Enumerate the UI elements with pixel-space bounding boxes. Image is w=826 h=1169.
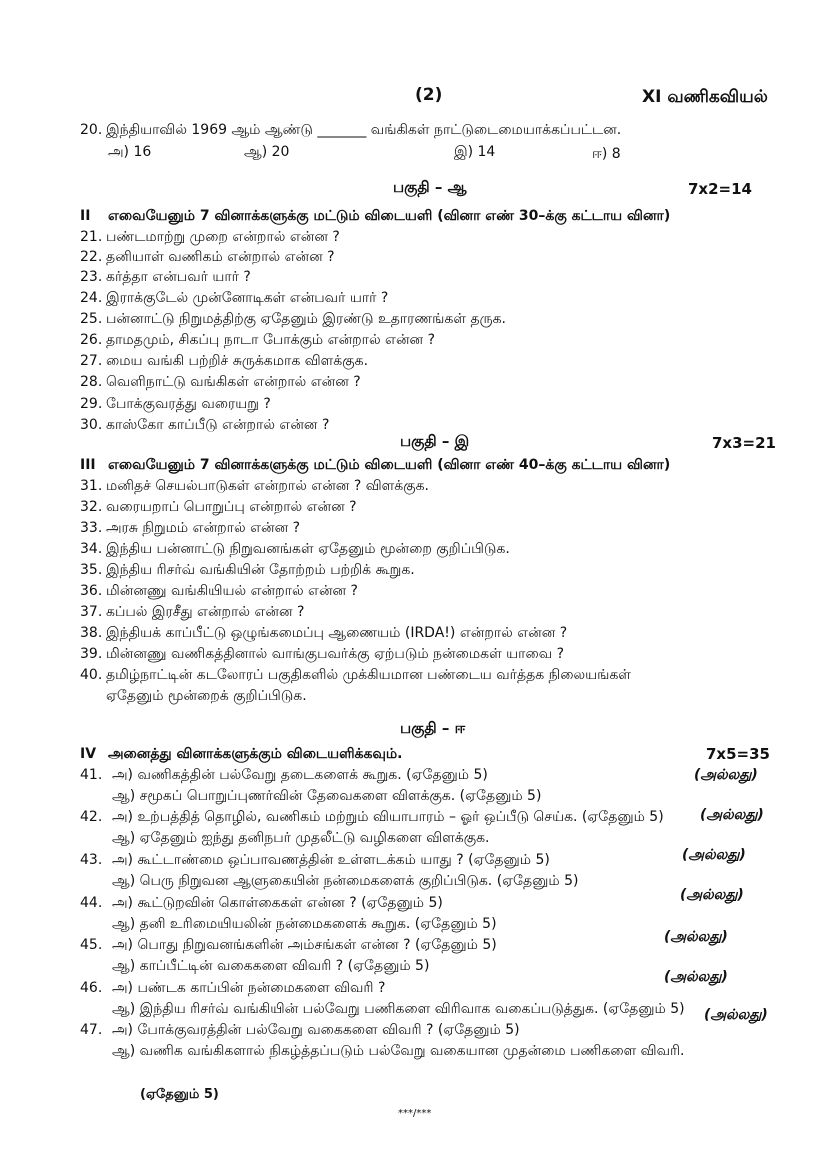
section-instruction: அனைத்து வினாக்களுக்கும் விடையளிக்கவும். — [108, 746, 403, 762]
question-text: போக்குவரத்து வரையறு ? — [106, 396, 271, 412]
option-c: இ) 14 — [454, 144, 496, 160]
option-a: அ) 16 — [108, 144, 152, 160]
question-number: 21. — [80, 229, 103, 245]
question-number: 29. — [80, 396, 103, 412]
question-number: 33. — [80, 520, 103, 536]
question-text: மனிதச் செயல்பாடுகள் என்றால் என்ன ? விளக்குக. — [106, 478, 429, 494]
question-text: இந்தியக் காப்பீட்டு ஒழுங்கமைப்பு ஆணையம் (IRDA!) என்றால் என்ன ? — [106, 625, 568, 641]
question-number: 23. — [80, 269, 103, 285]
footnote: (ஏதேனும் 5) — [140, 1087, 219, 1102]
question-text: மின்னணு வங்கியியல் என்றால் என்ன ? — [106, 583, 358, 599]
question-option-b: ஆ) சமூகப் பொறுப்புணர்வின் தேவைகளை விளக்குக. (ஏதேனும் 5) — [112, 788, 542, 804]
question-text: தாமதமும், சிகப்பு நாடா போக்கும் என்றால் என்ன ? — [106, 332, 436, 348]
question-number: 38. — [80, 625, 103, 641]
question-text: பன்னாட்டு நிறுமத்திற்கு ஏதேனும் இரண்டு உதாரணங்கள் தருக. — [106, 311, 506, 327]
section-numeral: IV — [80, 746, 97, 762]
question-option-b: ஆ) பெரு நிறுவன ஆளுகையின் நன்மைகளைக் குறிப்பிடுக. (ஏதேனும் 5) — [112, 873, 579, 889]
question-option-b: ஆ) ஏதேனும் ஐந்து தனிநபர் முதலீட்டு வழிகளை விளக்குக. — [112, 830, 490, 846]
question-option-b: ஆ) காப்பீட்டின் வகைகளை விவரி ? (ஏதேனும் 5) — [112, 958, 430, 974]
question-text: இராக்குடேல் முன்னோடிகள் என்பவர் யார் ? — [106, 290, 389, 306]
question-number: 44. — [80, 895, 103, 911]
question-text: தமிழ்நாட்டின் கடலோரப் பகுதிகளில் முக்கியமான பண்டைய வர்த்தக நிலையங்கள் — [106, 667, 631, 683]
question-number: 35. — [80, 562, 103, 578]
or-label: (அல்லது) — [682, 847, 746, 863]
section-marks: 7x5=35 — [706, 745, 770, 763]
question-text: இந்திய பன்னாட்டு நிறுவனங்கள் ஏதேனும் மூன்றை குறிப்பிடுக. — [106, 541, 510, 557]
question-text: கர்த்தா என்பவர் யார் ? — [106, 269, 251, 285]
question-number: 31. — [80, 478, 103, 494]
section-title: பகுதி – ஆ — [393, 178, 467, 196]
question-option-b: ஆ) தனி உரிமையியலின் நன்மைகளைக் கூறுக. (ஏதேனும் 5) — [112, 916, 497, 932]
section-instruction: எவையேனும் 7 வினாக்களுக்கு மட்டும் விடையளி (வினா எண் 40–க்கு கட்டாய வினா) — [108, 457, 671, 473]
question-number: 30. — [80, 417, 103, 433]
question-text: மின்னணு வணிகத்தினால் வாங்குபவர்க்கு ஏற்படும் நன்மைகள் யாவை ? — [106, 646, 565, 662]
question-option-a: அ) பொது நிறுவனங்களின் அம்சங்கள் என்ன ? (ஏதேனும் 5) — [112, 937, 497, 953]
continue-mark: ***/*** — [398, 1108, 432, 1119]
section-numeral: III — [80, 457, 96, 473]
option-b: ஆ) 20 — [244, 144, 290, 160]
or-label: (அல்லது) — [664, 929, 728, 945]
question-number: 47. — [80, 1022, 103, 1038]
question-text: மைய வங்கி பற்றிச் சுருக்கமாக விளக்குக. — [106, 353, 369, 369]
question-number: 25. — [80, 311, 103, 327]
question-number: 24. — [80, 290, 103, 306]
question-text: வரையறாப் பொறுப்பு என்றால் என்ன ? — [106, 499, 357, 515]
question-number: 46. — [80, 980, 103, 996]
question-text: கப்பல் இரசீது என்றால் என்ன ? — [106, 604, 305, 620]
or-label: (அல்லது) — [664, 969, 728, 985]
question-option-b: ஆ) வணிக வங்கிகளால் நிகழ்த்தப்படும் பல்வேறு வகையான முதன்மை பணிகளை விவரி. — [112, 1043, 685, 1059]
question-text: பண்டமாற்று முறை என்றால் என்ன ? — [106, 229, 340, 245]
or-label: (அல்லது) — [680, 887, 744, 903]
subject-title: XI வணிகவியல் — [642, 87, 768, 107]
section-marks: 7x2=14 — [688, 180, 752, 198]
question-option-a: அ) பண்டக காப்பின் நன்மைகளை விவரி ? — [112, 980, 386, 996]
question-text-continued: ஏதேனும் மூன்றைக் குறிப்பிடுக. — [106, 688, 307, 704]
question-number: 34. — [80, 541, 103, 557]
question-text: இந்திய ரிசர்வ் வங்கியின் தோற்றம் பற்றிக் கூறுக. — [106, 562, 415, 578]
question-option-a: அ) கூட்டாண்மை ஒப்பாவணத்தின் உள்ளடக்கம் யாது ? (ஏதேனும் 5) — [112, 852, 550, 868]
question-option-a: அ) வணிகத்தின் பல்வேறு தடைகளைக் கூறுக. (ஏதேனும் 5) — [112, 767, 488, 783]
question-text: வெளிநாட்டு வங்கிகள் என்றால் என்ன ? — [106, 374, 361, 390]
or-label: (அல்லது) — [694, 767, 758, 783]
question-number: 40. — [80, 667, 103, 683]
question-number: 27. — [80, 353, 103, 369]
section-title: பகுதி – ஈ — [400, 719, 466, 737]
question-number: 37. — [80, 604, 103, 620]
section-marks: 7x3=21 — [712, 434, 776, 452]
question-text: இந்தியாவில் 1969 ஆம் ஆண்டு _______ வங்கிகள் நாட்டுடைமையாக்கப்பட்டன. — [106, 122, 622, 138]
or-label: (அல்லது) — [700, 807, 764, 823]
question-number: 39. — [80, 646, 103, 662]
section-instruction: எவையேனும் 7 வினாக்களுக்கு மட்டும் விடையளி (வினா எண் 30–க்கு கட்டாய வினா) — [108, 208, 671, 224]
question-number: 20. — [80, 122, 103, 138]
question-number: 43. — [80, 852, 103, 868]
question-option-a: அ) கூட்டுறவின் கொள்கைகள் என்ன ? (ஏதேனும் 5) — [112, 895, 443, 911]
question-number: 32. — [80, 499, 103, 515]
question-option-a: அ) போக்குவரத்தின் பல்வேறு வகைகளை விவரி ? (ஏதேனும் 5) — [112, 1022, 520, 1038]
question-number: 45. — [80, 937, 103, 953]
page-number: (2) — [415, 85, 443, 105]
section-title: பகுதி – இ — [400, 432, 470, 450]
question-number: 28. — [80, 374, 103, 390]
question-text: தனியாள் வணிகம் என்றால் என்ன ? — [106, 249, 335, 265]
or-label: (அல்லது) — [704, 1007, 768, 1023]
section-numeral: II — [80, 208, 91, 224]
question-option-b: ஆ) இந்திய ரிசர்வ் வங்கியின் பல்வேறு பணிகளை விரிவாக வகைப்படுத்துக. (ஏதேனும் 5) — [112, 1001, 685, 1017]
question-text: அரசு நிறுமம் என்றால் என்ன ? — [106, 520, 301, 536]
question-option-a: அ) உற்பத்தித் தொழில், வணிகம் மற்றும் வியாபாரம் – ஓர் ஒப்பீடு செய்க. (ஏதேனும் 5) — [112, 809, 664, 825]
question-number: 36. — [80, 583, 103, 599]
question-number: 26. — [80, 332, 103, 348]
question-number: 22. — [80, 249, 103, 265]
option-d: ஈ) 8 — [592, 146, 621, 162]
question-number: 41. — [80, 767, 103, 783]
question-text: காஸ்கோ காப்பீடு என்றால் என்ன ? — [106, 417, 330, 433]
question-number: 42. — [80, 809, 103, 825]
